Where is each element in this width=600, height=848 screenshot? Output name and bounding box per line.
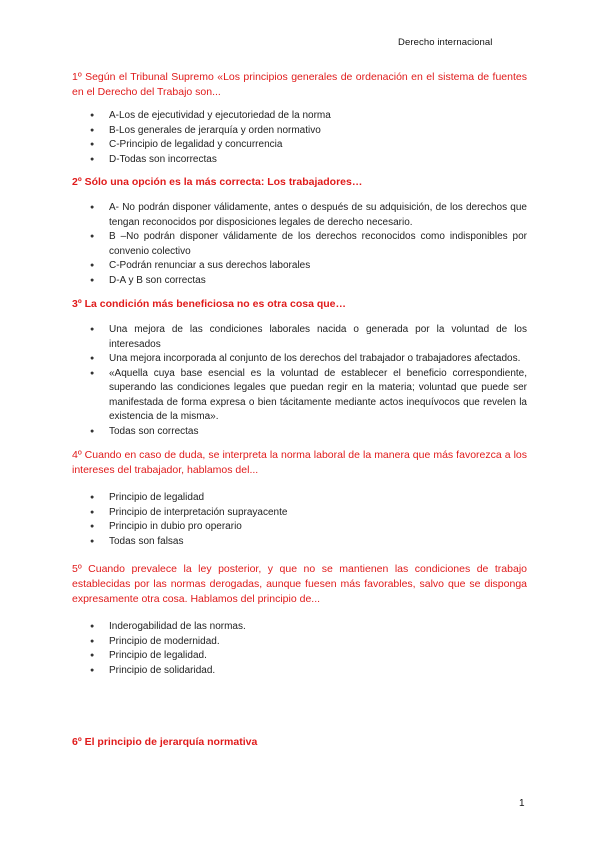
list-item: ● Todas son falsas bbox=[72, 535, 527, 550]
header-title: Derecho internacional bbox=[398, 37, 493, 48]
list-item: ● Principio de interpretación suprayacente bbox=[72, 506, 527, 521]
question-6: 6º El principio de jerarquía normativa bbox=[72, 736, 258, 748]
list-item: ● Una mejora de las condiciones laborales nacida o generada por la voluntad de los interesados bbox=[72, 323, 527, 352]
page-number: 1 bbox=[519, 798, 525, 809]
question-2: 2º Sólo una opción es la más correcta: Los trabajadores… bbox=[72, 176, 363, 188]
question-1-options bbox=[72, 109, 527, 167]
list-item: ● B-Los generales de jerarquía y orden normativo bbox=[72, 124, 527, 139]
question-3-options bbox=[72, 323, 527, 439]
list-item: ● Principio in dubio pro operario bbox=[72, 520, 527, 535]
list-item: ● D-Todas son incorrectas bbox=[72, 153, 527, 168]
list-item: ● C-Podrán renunciar a sus derechos laborales bbox=[72, 259, 527, 274]
list-item: ● Inderogabilidad de las normas. bbox=[72, 620, 527, 635]
list-item: ● Principio de modernidad. bbox=[72, 635, 527, 650]
question-2-options bbox=[72, 201, 527, 288]
list-item: ● A-Los de ejecutividad y ejecutoriedad de la norma bbox=[72, 109, 527, 124]
list-item: ● C-Principio de legalidad y concurrencia bbox=[72, 138, 527, 153]
list-item: ● Una mejora incorporada al conjunto de los derechos del trabajador o trabajadores afectados. bbox=[72, 352, 527, 367]
question-4-options bbox=[72, 491, 527, 549]
list-item: ● Principio de legalidad. bbox=[72, 649, 527, 664]
question-4: 4º Cuando en caso de duda, se interpreta la norma laboral de la manera que más favorezca a los intereses del trabajador, hablamos del... bbox=[72, 449, 527, 476]
list-item: ● Principio de solidaridad. bbox=[72, 664, 527, 679]
list-item: ● «Aquella cuya base esencial es la voluntad de establecer el beneficio correspondiente, superando las condiciones legales que puedan regir en la materia; voluntad que puede ser manifestada de forma expresa o bien tácitamente mediante actos inequívocos que revelen la existencia de la misma». bbox=[72, 367, 527, 425]
list-item: ● Principio de legalidad bbox=[72, 491, 527, 506]
question-3: 3º La condición más beneficiosa no es otra cosa que… bbox=[72, 298, 346, 310]
list-item: ● D-A y B son correctas bbox=[72, 274, 527, 289]
question-5-options bbox=[72, 620, 527, 678]
list-item: ● A- No podrán disponer válidamente, antes o después de su adquisición, de los derechos que tengan reconocidos por disposiciones legales de derecho necesario. bbox=[72, 201, 527, 230]
list-item: ● B –No podrán disponer válidamente de los derechos reconocidos como indisponibles por convenio colectivo bbox=[72, 230, 527, 259]
blank-space bbox=[72, 687, 527, 735]
list-item: ● Todas son correctas bbox=[72, 425, 527, 440]
question-1: 1º Según el Tribunal Supremo «Los principios generales de ordenación en el sistema de fuentes en el Derecho del Trabajo son... bbox=[72, 71, 527, 98]
question-5: 5º Cuando prevalece la ley posterior, y que no se mantienen las condiciones de trabajo establecidas por las normas derogadas, aunque fuesen más favorables, salvo que se disponga expresamente otra cosa. Hablamos del principio de... bbox=[72, 563, 527, 605]
document-content bbox=[72, 70, 527, 760]
